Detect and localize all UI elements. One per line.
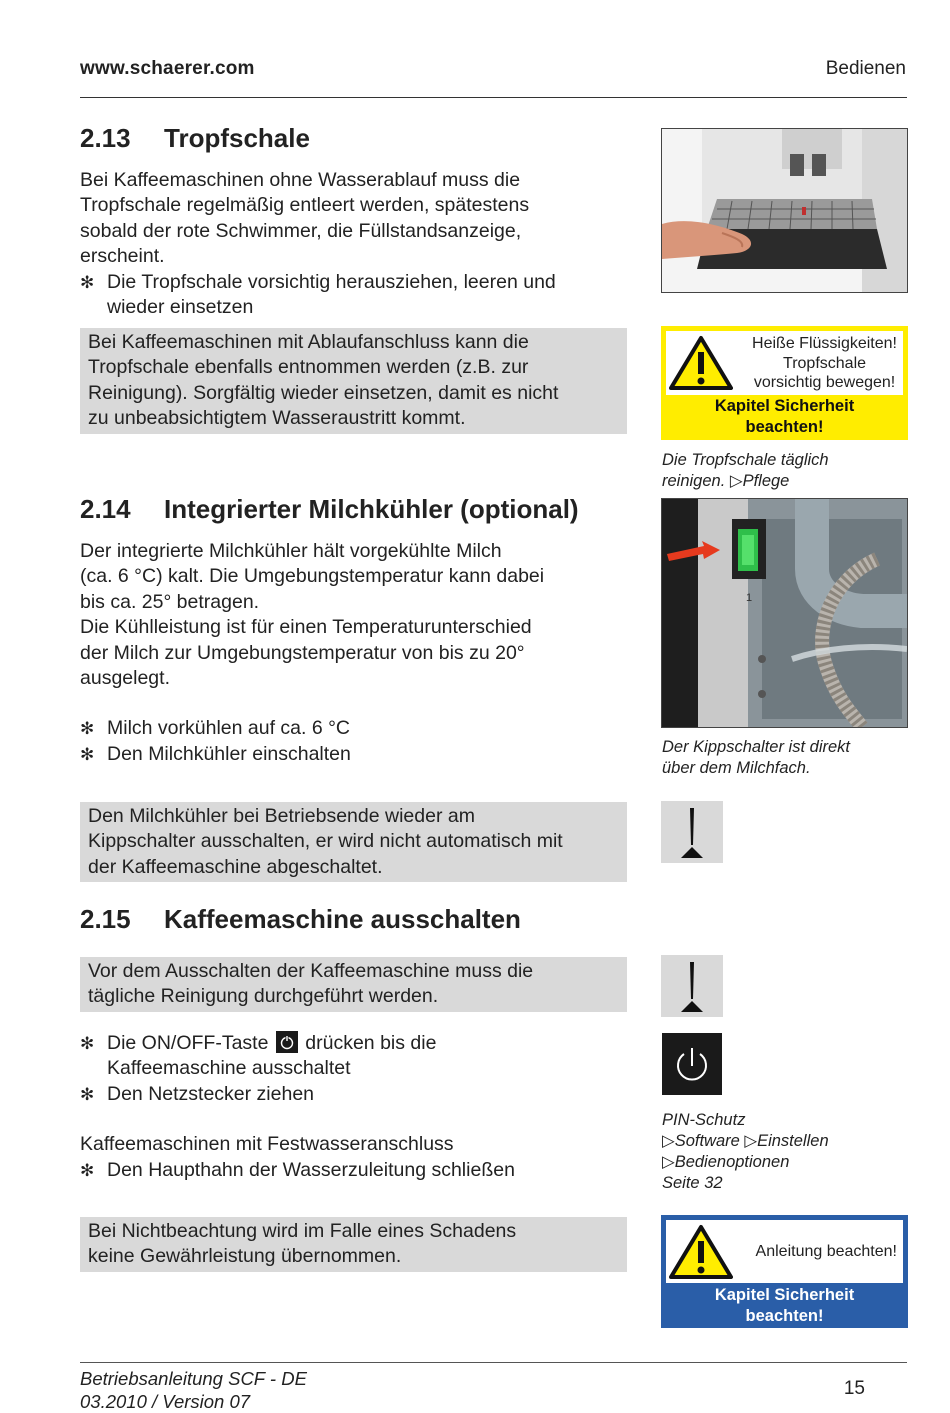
text-line: Bei Kaffeemaschinen ohne Wasserablauf muss die	[80, 169, 521, 191]
text-line: ▷Bedienoptionen	[662, 1153, 790, 1171]
page-number: 15	[843, 1378, 865, 1399]
note-box-warranty	[80, 1217, 627, 1272]
text-line: Tropfschale	[783, 354, 867, 372]
bullet-mark: ✻	[80, 719, 95, 739]
warning-text	[752, 334, 897, 393]
text-fragment: drücken bis die	[305, 1032, 437, 1054]
text-line: PIN-Schutz	[662, 1111, 746, 1129]
bullet-mark: ✻	[80, 744, 95, 764]
warning-footer	[661, 1285, 908, 1327]
text-line: Den Netzstecker ziehen	[107, 1082, 315, 1105]
text-line: keine Gewährleistung übernommen.	[88, 1245, 402, 1268]
text-line: Seite 32	[662, 1174, 723, 1192]
heading-2-15	[80, 904, 521, 935]
warning-hot-liquids	[661, 326, 908, 440]
bullet-mark: ✻	[80, 1084, 95, 1104]
text-line: Kippschalter ausschalten, er wird nicht automatisch mit	[88, 830, 563, 853]
caption-drip-tray	[662, 450, 912, 492]
text-line: Den Milchkühler bei Betriebsende wieder am	[88, 805, 475, 827]
milk-cooler-switch-photo	[661, 498, 908, 728]
heading-number: 2.15	[80, 904, 131, 934]
text-line: Tropfschale ebenfalls entnommen werden (z.B. zur	[88, 356, 529, 379]
bullet-mark: ✻	[80, 1034, 95, 1053]
text-line: bis ca. 25° betragen.	[80, 590, 260, 613]
text-line: der Milch zur Umgebungstemperatur von bis zu 20°	[80, 641, 525, 664]
warning-panel	[666, 331, 903, 395]
heading-2-13	[80, 123, 310, 154]
text-line: ausgelegt.	[80, 667, 170, 690]
text-line: Die Kühlleistung ist für einen Temperaturunterschied	[80, 616, 532, 639]
caption-toggle-switch	[662, 737, 912, 779]
bullet-item	[80, 1031, 625, 1082]
text-line: erscheint.	[80, 245, 165, 268]
text-line: Heiße Flüssigkeiten!	[752, 335, 897, 352]
power-button-icon	[662, 1033, 722, 1095]
header-section: Bedienen	[825, 58, 906, 79]
text-line: Kaffeemaschinen mit Festwasseranschluss	[80, 1133, 454, 1156]
warning-triangle-icon	[669, 335, 733, 391]
warning-text: Anleitung beachten!	[755, 1243, 897, 1260]
svg-text:1: 1	[746, 592, 753, 604]
text-line: vorsichtig bewegen!	[753, 374, 896, 391]
drip-tray-photo	[661, 128, 908, 293]
text-line: Der Kippschalter ist direkt	[662, 738, 850, 756]
warning-footer	[661, 396, 908, 438]
bullet-item	[80, 270, 625, 321]
heading-title: Kaffeemaschine ausschalten	[164, 904, 521, 934]
text-line: Bei Kaffeemaschinen mit Ablaufanschluss kann die	[88, 331, 529, 353]
text-line: beachten!	[745, 1307, 824, 1325]
bullet-item	[80, 1082, 625, 1107]
text-line: Kapitel Sicherheit	[714, 1286, 855, 1304]
text-line: Den Milchkühler einschalten	[107, 742, 351, 765]
text-line: Reinigung). Sorgfältig wieder einsetzen, damit es nicht	[88, 381, 559, 404]
section-2-13-body	[80, 168, 625, 320]
text-line: Den Haupthahn der Wasserzuleitung schließen	[107, 1158, 515, 1181]
on-off-button-icon	[276, 1031, 298, 1053]
header-rule	[80, 97, 907, 98]
caption-pin-protection	[662, 1110, 912, 1194]
section-2-14-body	[80, 539, 625, 767]
text-line: Die Tropfschale vorsichtig herausziehen, leeren und	[107, 270, 556, 293]
bullet-mark: ✻	[80, 1160, 95, 1180]
text-line: Die Tropfschale täglich	[662, 451, 829, 469]
text-line: zu unbeabsichtigtem Wasseraustritt kommt.	[88, 407, 466, 430]
note-box-milk-cooler	[80, 802, 627, 882]
bullet-item	[80, 742, 625, 767]
heading-number: 2.14	[80, 494, 131, 524]
heading-title: Integrierter Milchkühler (optional)	[164, 494, 579, 524]
text-line: beachten!	[745, 418, 824, 436]
heading-number: 2.13	[80, 123, 131, 153]
note-box-daily-cleaning	[80, 957, 627, 1012]
heading-2-14	[80, 494, 579, 525]
text-line: Milch vorkühlen auf ca. 6 °C	[107, 717, 350, 740]
warning-panel	[666, 1220, 903, 1283]
text-line: (ca. 6 °C) kalt. Die Umgebungstemperatur kann dabei	[80, 565, 545, 588]
exclamation-icon	[661, 801, 723, 863]
bullet-item	[80, 1158, 625, 1183]
text-line: Kapitel Sicherheit	[714, 397, 855, 415]
text-line: Tropfschale regelmäßig entleert werden, spätestens	[80, 194, 530, 217]
text-line: tägliche Reinigung durchgeführt werden.	[88, 985, 439, 1008]
section-2-15-body	[80, 1031, 625, 1183]
footer-version: 03.2010 / Version 07	[80, 1391, 251, 1412]
text-line: ▷Software ▷Einstellen	[662, 1132, 829, 1150]
footer-doc-title: Betriebsanleitung SCF - DE	[80, 1368, 307, 1389]
text-line: über dem Milchfach.	[662, 759, 811, 777]
footer-rule	[80, 1362, 907, 1363]
warning-triangle-icon	[669, 1224, 733, 1280]
bullet-item	[80, 716, 625, 741]
text-line: Der integrierte Milchkühler hält vorgekühlte Milch	[80, 540, 502, 562]
text-line: sobald der rote Schwimmer, die Füllstandsanzeige,	[80, 219, 522, 242]
text-line: wieder einsetzen	[107, 296, 254, 319]
exclamation-icon	[661, 955, 723, 1017]
text-line: reinigen. ▷Pflege	[662, 472, 790, 490]
text-fragment: Die ON/OFF-Taste	[107, 1032, 269, 1054]
text-line: der Kaffeemaschine abgeschaltet.	[88, 855, 383, 878]
heading-title: Tropfschale	[164, 123, 310, 153]
text-line: Kaffeemaschine ausschaltet	[107, 1057, 351, 1080]
text-line: Bei Nichtbeachtung wird im Falle eines Schadens	[88, 1220, 517, 1242]
note-box-drainage	[80, 328, 627, 434]
header-website: www.schaerer.com	[80, 58, 255, 79]
bullet-mark: ✻	[80, 272, 95, 292]
warning-read-manual	[661, 1215, 908, 1328]
footer-doc-info	[80, 1367, 307, 1413]
text-line: Vor dem Ausschalten der Kaffeemaschine muss die	[88, 960, 534, 982]
